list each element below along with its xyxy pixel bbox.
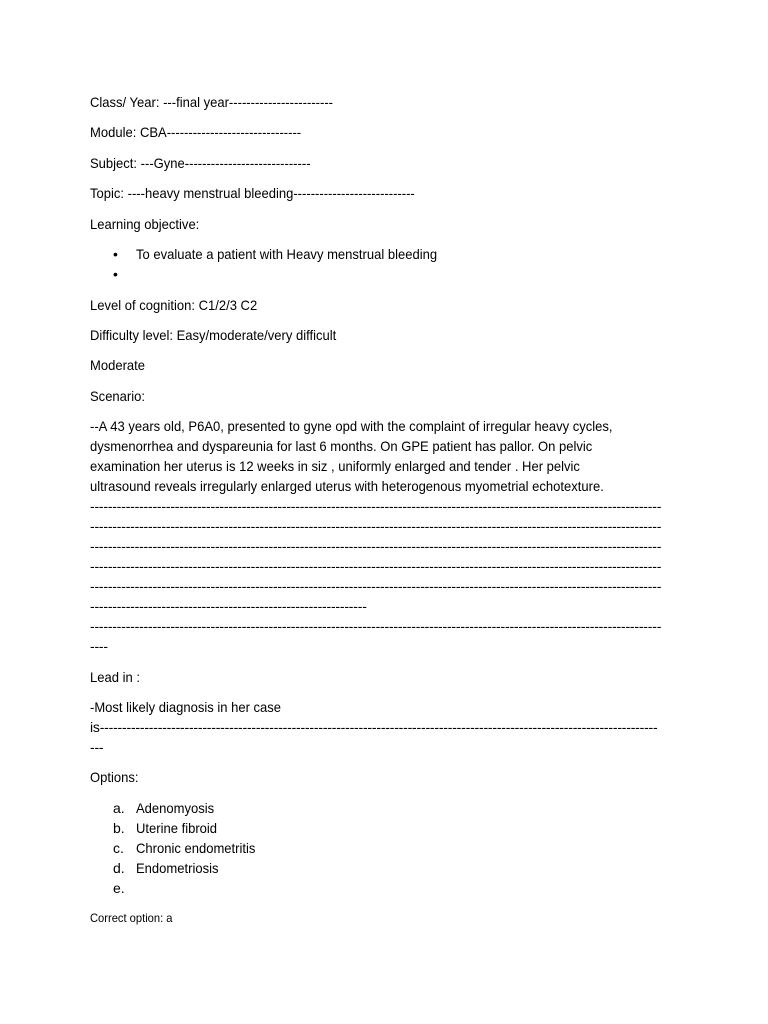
- option-text: Adenomyosis: [136, 800, 215, 816]
- lead-in-blank-line: ---: [90, 739, 104, 755]
- answer-blank-line: --------------------------------------------------------------: [90, 598, 367, 614]
- options-heading: Options:: [90, 769, 139, 785]
- answer-blank-line: --------------------------------------------------------------------------------------------------------------------------------: [90, 618, 662, 634]
- learning-objective-heading: Learning objective:: [90, 216, 200, 232]
- option-text: Uterine fibroid: [136, 820, 218, 836]
- class-year-line: Class/ Year: ---final year------------------------: [90, 94, 334, 110]
- scenario-text-line: dysmenorrhea and dyspareunia for last 6 months. On GPE patient has pallor. On pelvic: [90, 438, 593, 454]
- topic-line: Topic: ----heavy menstrual bleeding----------------------------: [90, 185, 415, 201]
- option-text: Chronic endometritis: [136, 840, 256, 856]
- answer-blank-line: --------------------------------------------------------------------------------------------------------------------------------: [90, 578, 662, 594]
- subject-line: Subject: ---Gyne-----------------------------: [90, 155, 311, 171]
- option-letter: a.: [113, 800, 125, 816]
- answer-blank-line: --------------------------------------------------------------------------------------------------------------------------------: [90, 518, 662, 534]
- lead-in-blank-line: is-----------------------------------------------------------------------------------------------------------------------------: [90, 719, 658, 735]
- option-letter: e.: [113, 880, 125, 896]
- option-letter: d.: [113, 860, 125, 876]
- correct-option: Correct option: a: [90, 911, 173, 925]
- cognition-level-line: Level of cognition: C1/2/3 C2: [90, 297, 258, 313]
- answer-blank-line: ----: [90, 638, 108, 654]
- scenario-text-line: examination her uterus is 12 weeks in siz , uniformly enlarged and tender . Her pelvic: [90, 458, 580, 474]
- bullet-marker: •: [113, 246, 118, 262]
- answer-blank-line: --------------------------------------------------------------------------------------------------------------------------------: [90, 558, 662, 574]
- answer-blank-line: --------------------------------------------------------------------------------------------------------------------------------: [90, 538, 662, 554]
- scenario-text-line: --A 43 years old, P6A0, presented to gyne opd with the complaint of irregular heavy cycles,: [90, 418, 613, 434]
- lead-in-heading: Lead in :: [90, 669, 140, 685]
- option-letter: b.: [113, 820, 125, 836]
- module-line: Module: CBA-------------------------------: [90, 124, 302, 140]
- bullet-marker: •: [113, 266, 118, 282]
- scenario-heading: Scenario:: [90, 388, 146, 404]
- difficulty-value: Moderate: [90, 357, 146, 373]
- option-letter: c.: [113, 840, 124, 856]
- learning-objective-item: To evaluate a patient with Heavy menstrual bleeding: [136, 246, 438, 262]
- difficulty-level-line: Difficulty level: Easy/moderate/very difficult: [90, 327, 337, 343]
- answer-blank-line: --------------------------------------------------------------------------------------------------------------------------------: [90, 498, 662, 514]
- option-text: Endometriosis: [136, 860, 219, 876]
- scenario-text-line: ultrasound reveals irregularly enlarged uterus with heterogenous myometrial echotexture.: [90, 478, 604, 494]
- lead-in-question: -Most likely diagnosis in her case: [90, 699, 282, 715]
